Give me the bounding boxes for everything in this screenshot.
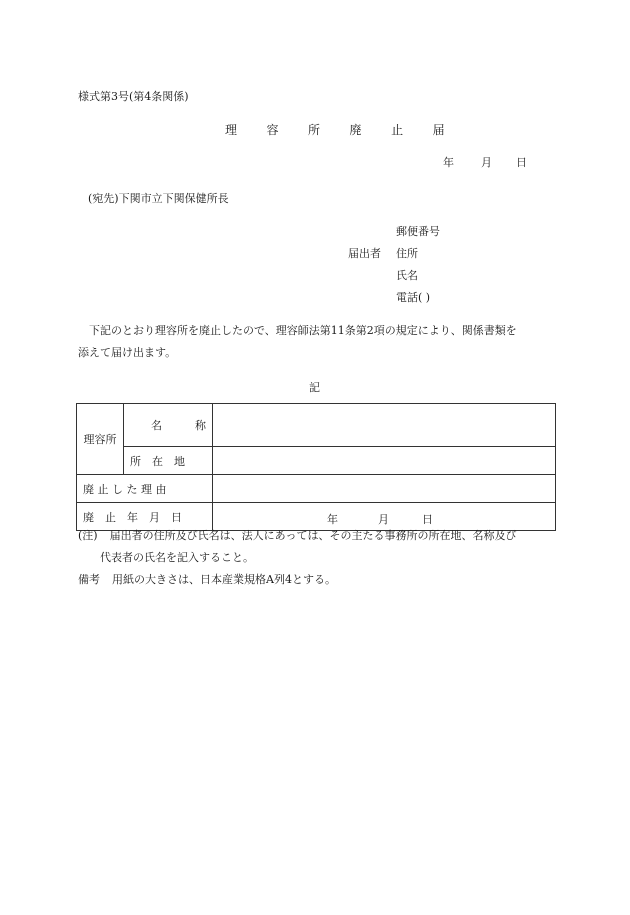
closure-details-table bbox=[76, 403, 556, 531]
closure-date-day: 日 bbox=[421, 513, 433, 526]
body-paragraph bbox=[78, 320, 558, 364]
remark-label: 備考 bbox=[78, 573, 100, 586]
title-char-6: 届 bbox=[432, 123, 445, 137]
closure-date-month: 月 bbox=[377, 513, 389, 526]
title-char-1: 理 bbox=[225, 123, 238, 137]
remark-line bbox=[78, 569, 558, 591]
date-month-label: 月 bbox=[481, 156, 492, 169]
group-label-cell bbox=[77, 404, 124, 475]
applicant-label: 届出者 bbox=[348, 247, 381, 260]
facility-location-value[interactable] bbox=[212, 447, 555, 475]
addressee: (宛先)下関市立下関保健所長 bbox=[88, 192, 229, 205]
table-row-location bbox=[77, 447, 556, 475]
phone-label: 電話( ) bbox=[396, 291, 431, 304]
notes-section bbox=[78, 525, 558, 591]
date-day-label: 日 bbox=[516, 156, 527, 169]
facility-name-value[interactable] bbox=[212, 404, 555, 447]
form-number: 様式第3号(第4条関係) bbox=[78, 90, 189, 103]
closure-date-year: 年 bbox=[326, 513, 338, 526]
closure-reason-label: 廃 止 し た 理 由 bbox=[83, 482, 167, 496]
table-row-reason bbox=[77, 475, 556, 503]
document-title bbox=[225, 124, 445, 136]
address-label: 住所 bbox=[396, 247, 418, 260]
table-row-name bbox=[77, 404, 556, 447]
title-char-3: 所 bbox=[308, 123, 321, 137]
reason-label-cell bbox=[77, 475, 213, 503]
body-line-2: 添えて届け出ます。 bbox=[78, 346, 177, 359]
location-label-cell bbox=[124, 447, 213, 475]
note-label: (注) bbox=[78, 529, 98, 542]
facility-location-label: 所 在 地 bbox=[130, 454, 185, 468]
body-line-1: 下記のとおり理容所を廃止したので、理容師法第11条第2項の規定により、関係書類を bbox=[89, 324, 517, 337]
group-label: 理容所 bbox=[83, 433, 117, 446]
note-text-1: 届出者の住所及び氏名は、法人にあっては、その主たる事務所の所在地、名称及び bbox=[109, 529, 517, 542]
note-text-2: 代表者の氏名を記入すること。 bbox=[100, 551, 254, 564]
ki-heading: 記 bbox=[309, 381, 320, 394]
closure-reason-value[interactable] bbox=[212, 475, 555, 503]
closure-date-label: 廃 止 年 月 日 bbox=[83, 510, 182, 524]
title-char-5: 止 bbox=[391, 123, 404, 137]
note-line-1 bbox=[78, 525, 558, 547]
postal-code-label: 郵便番号 bbox=[396, 225, 440, 238]
title-char-2: 容 bbox=[266, 123, 279, 137]
facility-name-label: 名 称 bbox=[150, 419, 206, 432]
remark-text: 用紙の大きさは、日本産業規格A列4とする。 bbox=[112, 573, 336, 586]
name-label-cell bbox=[124, 404, 213, 447]
name-label: 氏名 bbox=[396, 269, 418, 282]
date-year-label: 年 bbox=[443, 156, 454, 169]
title-char-4: 廃 bbox=[349, 123, 362, 137]
